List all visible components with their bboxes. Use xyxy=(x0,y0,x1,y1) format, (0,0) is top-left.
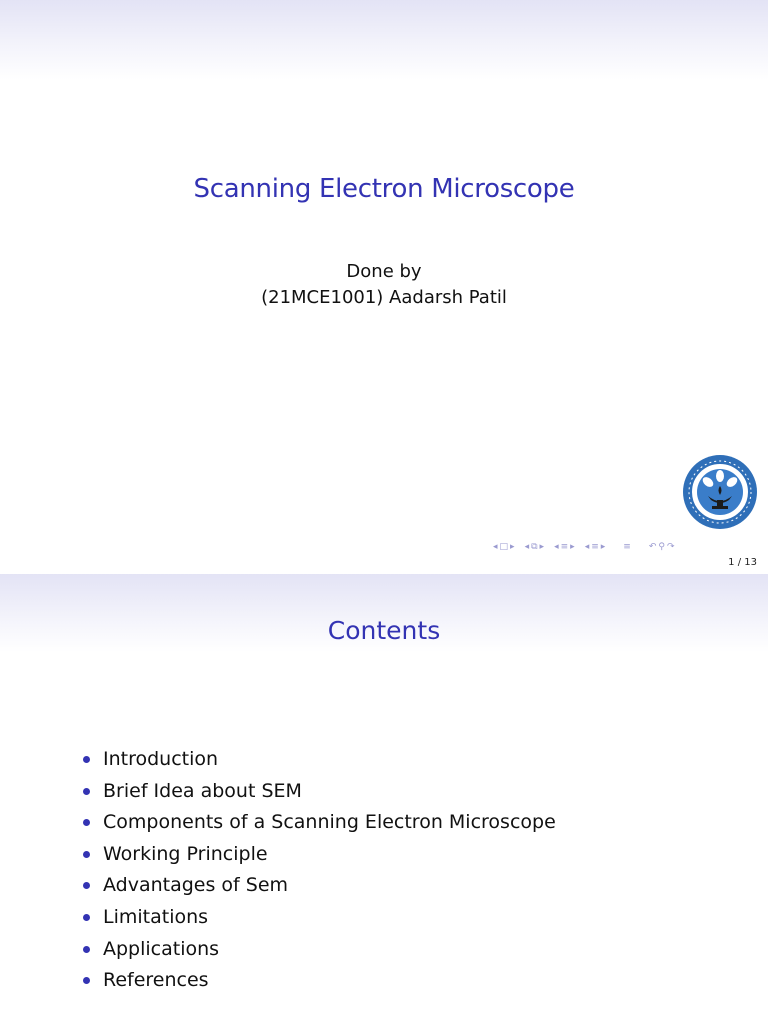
page-number: 1 / 13 xyxy=(728,557,757,568)
nav-next-document-icon[interactable]: ▸ xyxy=(600,542,606,552)
nav-prev-subsection-icon[interactable]: ◂ xyxy=(524,542,530,552)
bullet-icon xyxy=(83,914,90,921)
nav-back-icon[interactable]: ↶ xyxy=(648,542,657,552)
nav-prev-icon[interactable]: ◂ xyxy=(493,542,498,552)
nav-search-icon[interactable]: ⚲ xyxy=(658,542,665,552)
list-item: Working Principle xyxy=(80,839,556,871)
contents-title: Contents xyxy=(327,616,441,645)
list-item: Limitations xyxy=(80,902,556,934)
list-item: Brief Idea about SEM xyxy=(80,776,556,808)
bullet-icon xyxy=(83,946,90,953)
nav-next-subsection-icon[interactable]: ▸ xyxy=(539,542,545,552)
institute-logo-icon xyxy=(682,454,758,530)
author-prefix: Done by xyxy=(346,261,422,282)
list-item: Components of a Scanning Electron Microscope xyxy=(80,807,556,839)
bullet-icon xyxy=(83,788,90,795)
nav-frame-icon[interactable]: □ xyxy=(499,542,509,552)
bullet-icon xyxy=(83,756,90,763)
list-item: References xyxy=(80,965,556,997)
nav-section-icon[interactable]: ≡ xyxy=(560,542,569,552)
bullet-icon xyxy=(83,977,90,984)
beamer-navigation[interactable] xyxy=(493,540,675,554)
author-name: (21MCE1001) Aadarsh Patil xyxy=(261,287,507,308)
nav-appendix-icon[interactable]: ≡ xyxy=(623,542,631,552)
header-band xyxy=(0,0,768,80)
nav-prev-document-icon[interactable]: ◂ xyxy=(584,542,590,552)
list-item: Applications xyxy=(80,934,556,966)
bullet-icon xyxy=(83,819,90,826)
nav-next-section-icon[interactable]: ▸ xyxy=(570,542,575,552)
contents-slide xyxy=(0,574,768,1024)
list-item: Introduction xyxy=(80,744,556,776)
list-item: Advantages of Sem xyxy=(80,870,556,902)
nav-next-icon[interactable]: ▸ xyxy=(510,542,515,552)
nav-subsection-icon[interactable]: ⧉ xyxy=(531,542,538,552)
nav-forward-icon[interactable]: ↷ xyxy=(666,542,675,552)
bullet-icon xyxy=(83,851,90,858)
nav-prev-section-icon[interactable]: ◂ xyxy=(554,542,559,552)
bullet-icon xyxy=(83,882,90,889)
contents-list xyxy=(80,744,556,997)
presentation-title: Scanning Electron Microscope xyxy=(193,174,575,204)
nav-document-icon[interactable]: ≡ xyxy=(591,542,599,552)
